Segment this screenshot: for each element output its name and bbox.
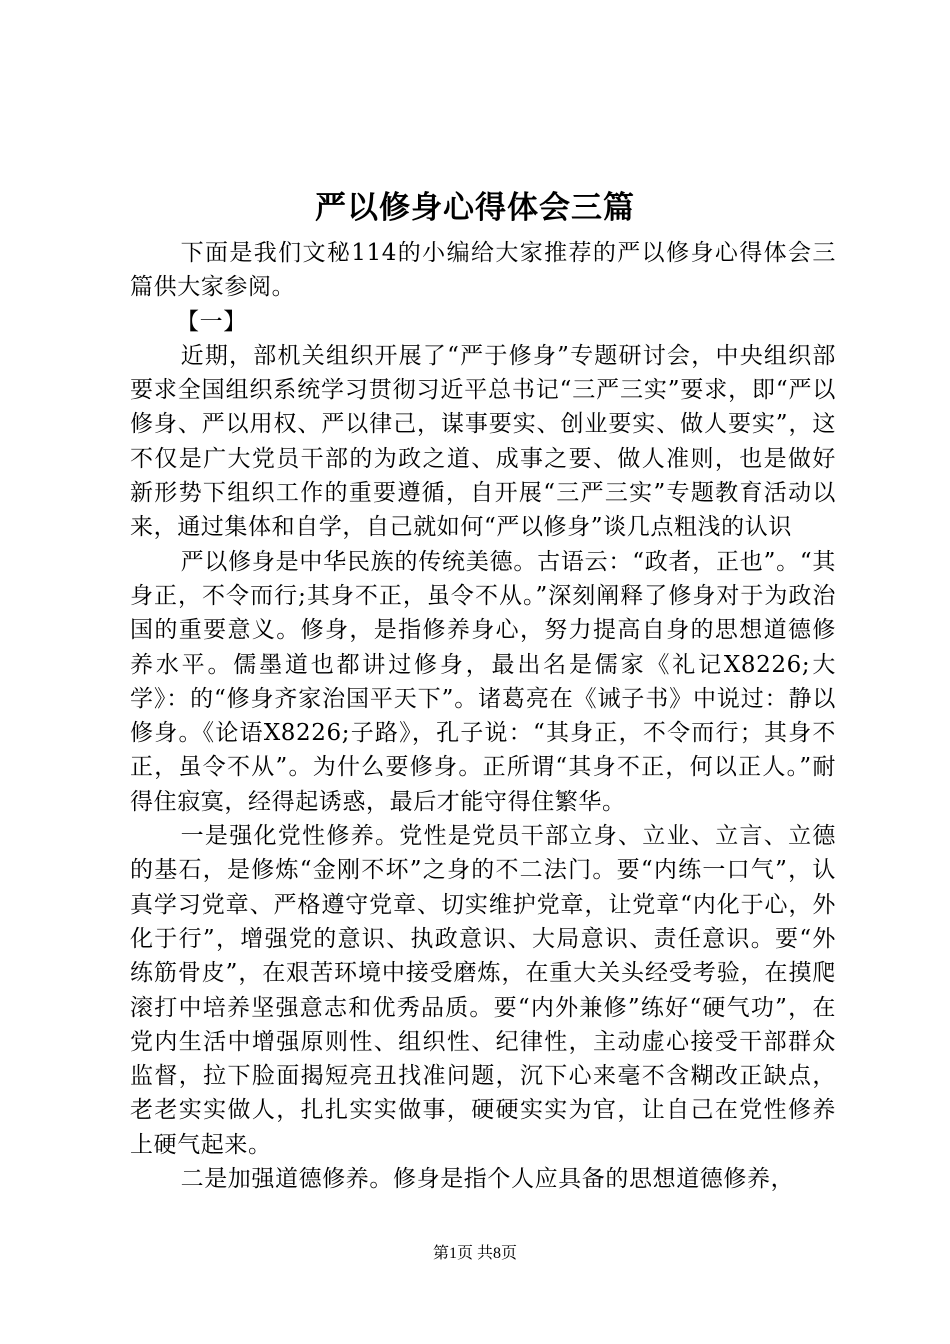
document-title: 严以修身心得体会三篇 [315,190,635,226]
section-heading-one: 【一】 [176,308,247,335]
intro-paragraph: 下面是我们文秘114的小编给大家推荐的严以修身心得体会三篇供大家参阅。 [130,240,836,301]
document-body [130,236,836,1196]
body-paragraph: 近期，部机关组织开展了“严于修身”专题研讨会，中央组织部要求全国组织系统学习贯彻习近平总书记“三严三实”要求，即“严以修身、严以用权、严以律己，谋事要实、创业要实、做人要实”，这不仅是广大党员干部的为政之道、成事之要、做人准则，也是做好新形势下组织工作的重要遵循，自开展“三严三实”专题教育活动以来，通过集体和自学，自己就如何“严以修身”谈几点粗浅的认识 [130,342,836,541]
page-footer: 第1页 共8页 [432,1245,517,1262]
body-paragraph: 二是加强道德修养。修身是指个人应具备的思想道德修养， [180,1166,795,1193]
body-paragraph: 一是强化党性修养。党性是党员干部立身、立业、立言、立德的基石，是修炼“金刚不坏”之身的不二法门。要“内练一口气”，认真学习党章、严格遵守党章、切实维护党章，让党章“内化于心，外化于行”，增强党的意识、执政意识、大局意识、责任意识。要“外练筋骨皮”，在艰苦环境中接受磨炼，在重大关头经受考验，在摸爬滚打中培养坚强意志和优秀品质。要“内外兼修”练好“硬气功”，在党内生活中增强原则性、组织性、纪律性，主动虚心接受干部群众监督，拉下脸面揭短亮丑找准问题，沉下心来毫不含糊改正缺点，老老实实做人，扎扎实实做事，硬硬实实为官，让自己在党性修养上硬气起来。 [130,823,836,1158]
body-paragraph: 严以修身是中华民族的传统美德。古语云：“政者，正也”。“其身正，不令而行;其身不正，虽令不从。”深刻阐释了修身对于为政治国的重要意义。修身，是指修养身心，努力提高自身的思想道德修养水平。儒墨道也都讲过修身，最出名是儒家《礼记X8226;大学》：的“修身齐家治国平天下”。诸葛亮在《诫子书》中说过：静以修身。《论语X8226;子路》，孔子说：“其身正，不令而行；其身不正，虽令不从”。为什么要修身。正所谓“其身不正，何以正人。”耐得住寂寞，经得起诱惑，最后才能守得住繁华。 [130,548,836,815]
